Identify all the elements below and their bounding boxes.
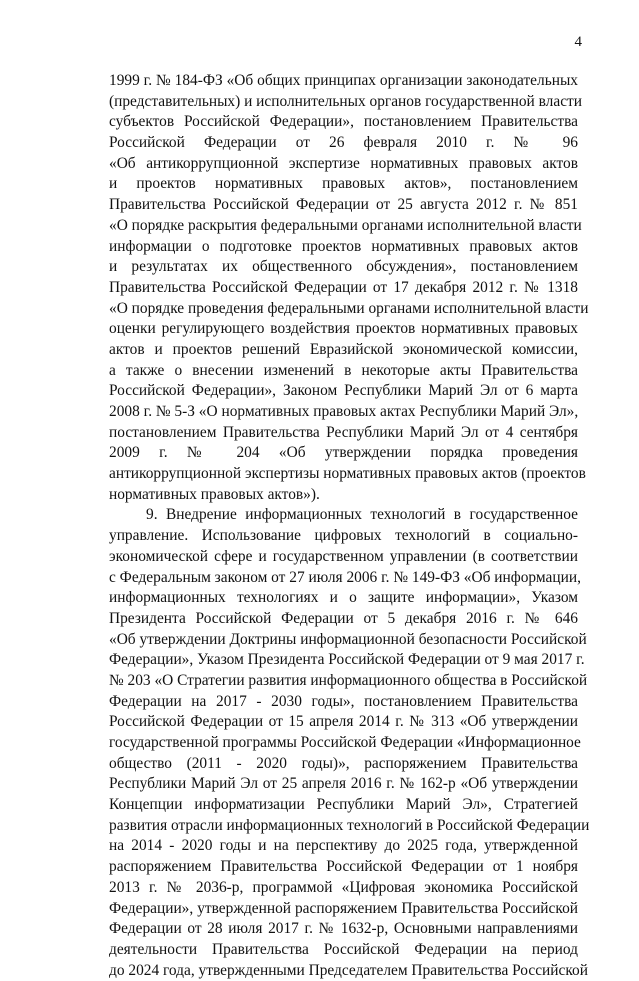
text-line: 2008 г. № 5-З «О нормативных правовых актах Республики Марий Эл», bbox=[109, 403, 579, 420]
text-line: антикоррупционной экспертизы нормативных правовых актов (проектов bbox=[109, 465, 586, 483]
text-line: (представительных) и исполнительных органов государственной власти bbox=[109, 92, 582, 110]
text-line: и результатах их общественного обсуждения», постановлением bbox=[109, 258, 578, 276]
text-line: 2013 г. № 2036-р, программой «Цифровая экономика Российской bbox=[109, 878, 578, 896]
text-line: экономической сфере и государственном управлении (в соответствии bbox=[109, 547, 578, 565]
text-line: информационных технологиях и о защите информации», Указом bbox=[109, 589, 578, 607]
page-number: 4 bbox=[574, 34, 582, 50]
text-line: Республики Марий Эл от 25 апреля 2016 г. № 162-р «Об утверждении bbox=[109, 775, 578, 793]
text-line: Федерации от 28 июля 2017 г. № 1632-р, Основными направлениями bbox=[109, 920, 578, 938]
text-line: Правительства Российской Федерации от 25 августа 2012 г. № 851 bbox=[109, 196, 578, 214]
text-line: 9. Внедрение информационных технологий в государственное bbox=[146, 506, 578, 524]
text-line: «Об антикоррупционной экспертизе нормативных правовых актов bbox=[109, 154, 578, 172]
text-line: № 203 «О Стратегии развития информационного общества в Российской bbox=[109, 671, 588, 689]
text-line: Федерации», Указом Президента Российской Федерации от 9 мая 2017 г. bbox=[109, 651, 585, 669]
text-line: государственной программы Российской Федерации «Информационное bbox=[109, 734, 581, 751]
document-body bbox=[109, 71, 590, 981]
text-line: с Федеральным законом от 27 июля 2006 г. № 149-ФЗ «Об информации, bbox=[109, 568, 581, 586]
text-line: а также о внесении изменений в некоторые акты Правительства bbox=[109, 361, 578, 379]
text-line: Концепции информатизации Республики Марий Эл», Стратегией bbox=[109, 796, 578, 814]
text-line: деятельности Правительства Российской Федерации на период bbox=[109, 940, 578, 958]
text-line: субъектов Российской Федерации», постановлением Правительства bbox=[109, 113, 578, 131]
text-line: общество (2011 - 2020 годы)», распоряжением Правительства bbox=[109, 754, 578, 772]
text-line: до 2024 года, утвержденными Председателем Правительства Российской bbox=[109, 961, 588, 979]
text-line: постановлением Правительства Республики Марий Эл от 4 сентября bbox=[109, 423, 578, 441]
paragraph bbox=[109, 71, 589, 505]
text-line: нормативных правовых актов»). bbox=[109, 485, 320, 503]
text-line: Федерации на 2017 - 2030 годы», постановлением Правительства bbox=[109, 692, 578, 710]
text-line: «Об утверждении Доктрины информационной безопасности Российской bbox=[109, 630, 587, 648]
text-line: Российской Федерации», Законом Республики Марий Эл от 6 марта bbox=[109, 382, 578, 400]
text-line: Российской Федерации от 15 апреля 2014 г. № 313 «Об утверждении bbox=[109, 713, 578, 731]
text-line: информации о подготовке проектов нормативных правовых актов bbox=[109, 237, 578, 255]
text-line: развития отрасли информационных технологий в Российской Федерации bbox=[109, 816, 590, 834]
text-line: управление. Использование цифровых технологий в социально- bbox=[109, 527, 578, 545]
text-line: распоряжением Правительства Российской Федерации от 1 ноября bbox=[109, 858, 578, 876]
text-line: и проектов нормативных правовых актов», постановлением bbox=[109, 175, 578, 193]
text-line: «О порядке проведения федеральными органами исполнительной власти bbox=[109, 299, 589, 317]
text-line: оценки регулирующего воздействия проектов нормативных правовых bbox=[109, 320, 578, 338]
text-line: 1999 г. № 184-ФЗ «Об общих принципах организации законодательных bbox=[109, 72, 578, 89]
text-line: Российской Федерации от 26 февраля 2010 г. № 96 bbox=[109, 134, 578, 152]
text-line: Президента Российской Федерации от 5 декабря 2016 г. № 646 bbox=[109, 609, 578, 627]
text-line: на 2014 - 2020 годы и на перспективу до 2025 года, утвержденной bbox=[109, 837, 578, 855]
text-line: актов и проектов решений Евразийской экономической комиссии, bbox=[109, 340, 578, 358]
text-line: Федерации», утвержденной распоряжением Правительства Российской bbox=[109, 899, 578, 917]
text-line: 2009 г. № 204 «Об утверждении порядка проведения bbox=[109, 444, 578, 462]
text-line: Правительства Российской Федерации от 17 декабря 2012 г. № 1318 bbox=[109, 278, 578, 296]
text-line: «О порядке раскрытия федеральными органами исполнительной власти bbox=[109, 216, 582, 234]
paragraph bbox=[109, 505, 590, 981]
